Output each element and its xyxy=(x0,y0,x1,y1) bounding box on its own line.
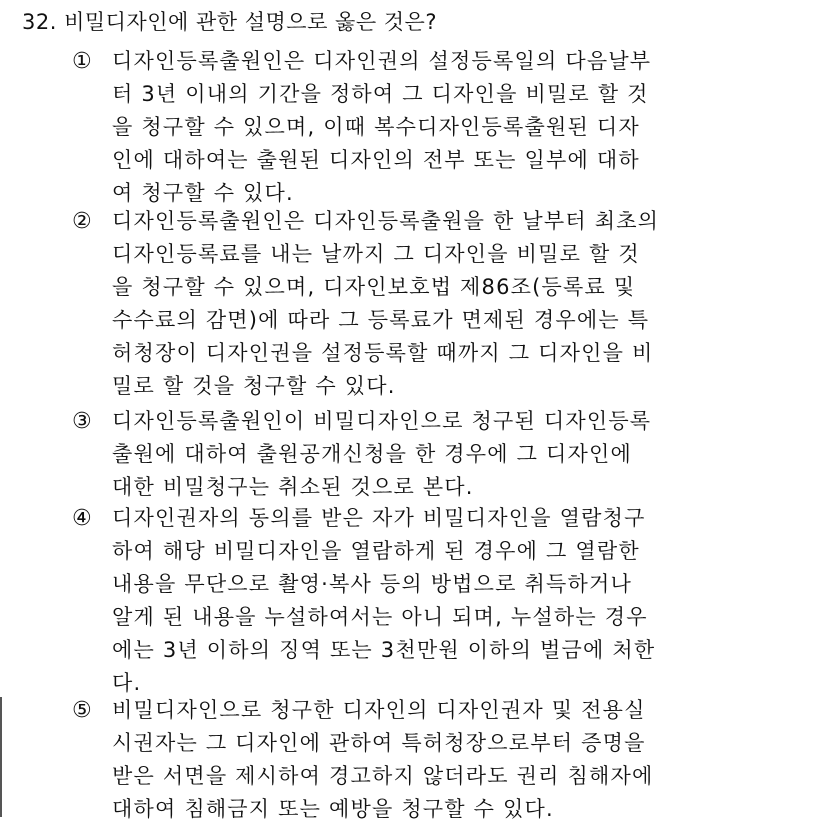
option-text-line: 디자인등록출원인은 디자인등록출원을 한 날부터 최초의 xyxy=(112,209,660,233)
option-text-line: 알게 된 내용을 누설하여서는 아니 되며, 누설하는 경우 xyxy=(112,605,648,629)
option-text-line: 허청장이 디자인권을 설정등록할 때까지 그 디자인을 비 xyxy=(112,341,654,365)
option-text-line: 대한 비밀청구는 취소된 것으로 본다. xyxy=(112,475,474,499)
option-text-line: 터 3년 이내의 기간을 정하여 그 디자인을 비밀로 할 것 xyxy=(112,82,649,106)
option-text-line: 수수료의 감면)에 따라 그 등록료가 면제된 경우에는 특 xyxy=(112,308,650,332)
option-3[interactable] xyxy=(72,405,772,504)
option-text-line: 받은 서면을 제시하여 경고하지 않더라도 권리 침해자에 xyxy=(112,764,654,788)
option-text-line: 밀로 할 것을 청구할 수 있다. xyxy=(112,374,396,398)
option-marker: ⑤ xyxy=(72,698,92,723)
option-2[interactable] xyxy=(72,205,772,403)
option-text-line: 디자인등록출원인은 디자인권의 설정등록일의 다음날부 xyxy=(112,49,652,73)
option-5[interactable] xyxy=(72,694,772,826)
option-1[interactable] xyxy=(72,45,772,210)
option-text-line: 을 청구할 수 있으며, 이때 복수디자인등록출원된 디자 xyxy=(112,115,640,139)
option-text-line: 비밀디자인으로 청구한 디자인의 디자인권자 및 전용실 xyxy=(112,698,646,722)
option-text-line: 하여 해당 비밀디자인을 열람하게 된 경우에 그 열람한 xyxy=(112,539,640,563)
option-text-line: 을 청구할 수 있으며, 디자인보호법 제86조(등록료 및 xyxy=(112,275,636,299)
option-text-line: 디자인등록출원인이 비밀디자인으로 청구된 디자인등록 xyxy=(112,409,652,433)
option-text-line: 내용을 무단으로 촬영·복사 등의 방법으로 취득하거나 xyxy=(112,572,632,596)
option-text-line: 여 청구할 수 있다. xyxy=(112,181,294,205)
option-marker: ② xyxy=(72,209,92,234)
option-text-line: 에는 3년 이하의 징역 또는 3천만원 이하의 벌금에 처한 xyxy=(112,638,656,662)
option-marker: ① xyxy=(72,49,92,74)
option-text-line: 디자인등록료를 내는 날까지 그 디자인을 비밀로 할 것 xyxy=(112,242,640,266)
option-marker: ④ xyxy=(72,506,92,531)
option-4[interactable] xyxy=(72,502,772,700)
question-title: 32. 비밀디자인에 관한 설명으로 옳은 것은? xyxy=(22,10,437,34)
margin-rule xyxy=(0,697,2,817)
option-text-line: 디자인권자의 동의를 받은 자가 비밀디자인을 열람청구 xyxy=(112,506,646,530)
option-text-line: 시권자는 그 디자인에 관하여 특허청장으로부터 증명을 xyxy=(112,731,646,755)
option-marker: ③ xyxy=(72,409,92,434)
option-text-line: 다. xyxy=(112,671,142,695)
option-text-line: 대하여 침해금지 또는 예방을 청구할 수 있다. xyxy=(112,797,554,821)
option-text-line: 인에 대하여는 출원된 디자인의 전부 또는 일부에 대하 xyxy=(112,148,640,172)
option-text-line: 출원에 대하여 출원공개신청을 한 경우에 그 디자인에 xyxy=(112,442,632,466)
